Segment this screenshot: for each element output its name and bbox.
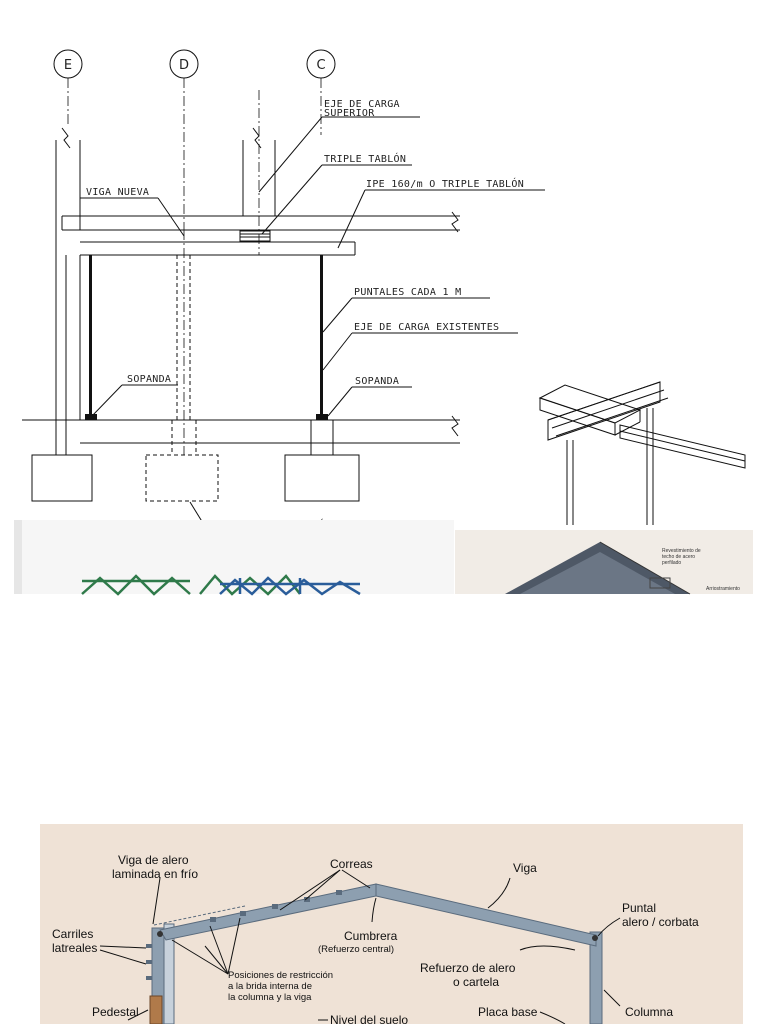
triple-tablon-block [240, 231, 270, 241]
column-e [56, 128, 80, 455]
shoring-isometric-sketch [540, 382, 745, 525]
label-viga-alero-2: laminada en frío [112, 867, 199, 881]
label-placa-base: Placa base [478, 1005, 538, 1019]
label-correas: Correas [330, 857, 373, 871]
svg-text:perfilado: perfilado [662, 560, 682, 566]
svg-text:techo de acero: techo de acero [662, 554, 696, 560]
sopanda-right-block [316, 414, 328, 420]
label-viga-alero-1: Viga de alero [118, 853, 189, 867]
label-columna: Columna [625, 1005, 674, 1019]
label-cumbrera: Cumbrera [344, 929, 398, 943]
grid-axis-d [170, 50, 198, 230]
roof-cladding-thumbnail [455, 530, 753, 594]
svg-text:Arriostramiento: Arriostramiento [706, 586, 740, 592]
label-triple-tablon: TRIPLE TABLÓN [324, 154, 407, 165]
sopanda-left-block [85, 414, 97, 420]
label-posiciones-2: a la brida interna de [228, 981, 312, 992]
label-eje-carga-superior-1: EJE DE CARGA [324, 99, 400, 110]
portal-frame-diagram [40, 824, 743, 1024]
upper-slab [62, 212, 460, 232]
label-eje-carga-superior-2: SUPERIOR [324, 108, 375, 119]
ipe-beam [80, 242, 355, 255]
label-nivel-suelo: Nivel del suelo [330, 1013, 409, 1024]
steel-truss-thumbnail [14, 520, 454, 594]
label-eje-existentes: EJE DE CARGA EXISTENTES [354, 322, 500, 333]
svg-text:C: C [316, 58, 326, 73]
label-puntales: PUNTALES CADA 1 M [354, 287, 462, 298]
grid-axis-c [307, 50, 335, 135]
label-carriles-2: latreales [52, 941, 98, 955]
label-viga-nueva: VIGA NUEVA [86, 187, 150, 198]
puntal-right [320, 255, 323, 415]
label-sopanda-right: SOPANDA [355, 376, 400, 387]
label-posiciones-1: Posiciones de restricción [228, 970, 334, 981]
footing-d-new-dashed [146, 420, 218, 501]
label-ipe: IPE 160/m O TRIPLE TABLÓN [366, 179, 525, 190]
label-refuerzo-alero-2: o cartela [453, 975, 500, 989]
label-pedestal: Pedestal [92, 1005, 139, 1019]
label-puntal-1: Puntal [622, 901, 657, 915]
footing-e [32, 455, 92, 501]
svg-text:Revestimiento de: Revestimiento de [662, 548, 701, 554]
lower-slab [22, 416, 460, 443]
footing-c [285, 420, 359, 501]
label-refuerzo-central: (Refuerzo central) [318, 944, 395, 955]
svg-text:D: D [178, 58, 190, 73]
label-viga: Viga [513, 861, 537, 875]
new-column-d-dashed [177, 230, 190, 455]
label-posiciones-3: la columna y la viga [228, 992, 312, 1003]
label-puntal-2: alero / corbata [622, 915, 699, 929]
label-sopanda-left: SOPANDA [127, 374, 172, 385]
svg-text:E: E [63, 58, 73, 73]
label-refuerzo-alero-1: Refuerzo de alero [420, 961, 516, 975]
label-carriles-1: Carriles [52, 927, 94, 941]
grid-axis-e [54, 50, 82, 125]
puntal-left [89, 255, 92, 415]
